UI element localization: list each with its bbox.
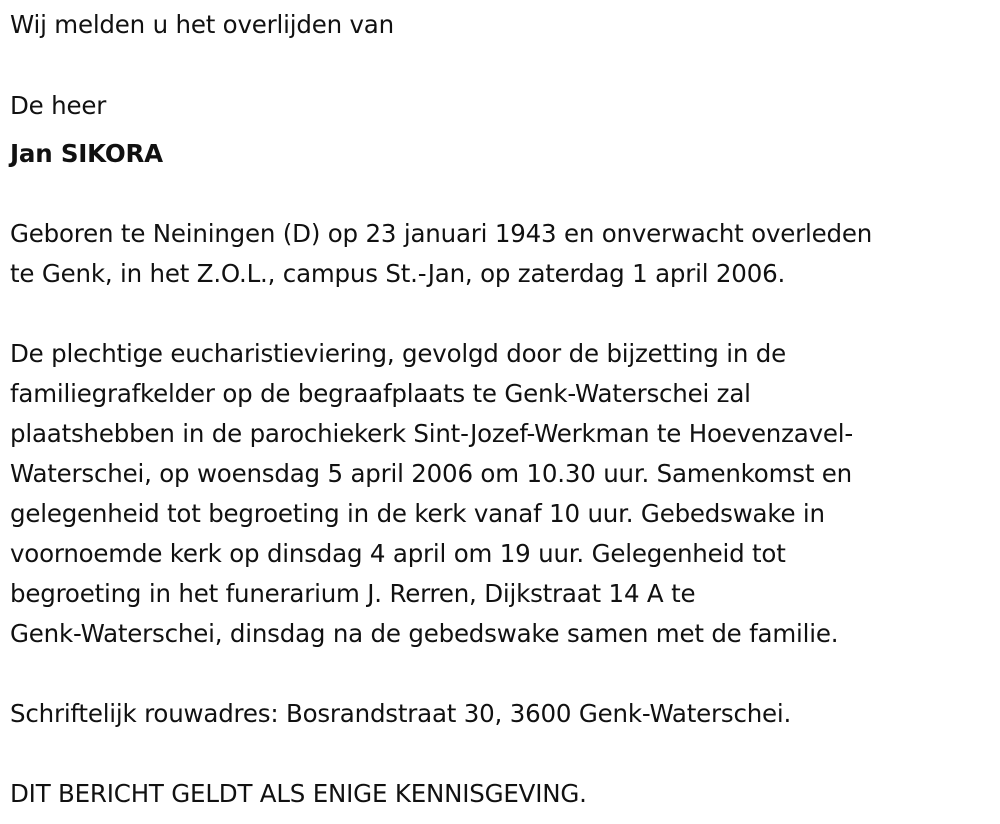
closing-statement: DIT BERICHT GELDT ALS ENIGE KENNISGEVING.	[10, 779, 587, 808]
paragraph-line: familiegrafkelder op de begraafplaats te Genk-Waterschei zal	[10, 379, 751, 408]
mourning-address: Schriftelijk rouwadres: Bosrandstraat 30, 3600 Genk-Waterschei.	[10, 699, 792, 728]
paragraph-line: te Genk, in het Z.O.L., campus St.-Jan, op zaterdag 1 april 2006.	[10, 259, 786, 288]
paragraph-line: begroeting in het funerarium J. Rerren, Dijkstraat 14 A te	[10, 579, 696, 608]
paragraph-line: Genk-Waterschei, dinsdag na de gebedswake samen met de familie.	[10, 619, 839, 648]
paragraph-line: gelegenheid tot begroeting in de kerk vanaf 10 uur. Gebedswake in	[10, 499, 825, 528]
paragraph-line: Waterschei, op woensdag 5 april 2006 om 10.30 uur. Samenkomst en	[10, 459, 853, 488]
paragraph-line: Geboren te Neiningen (D) op 23 januari 1943 en onverwacht overleden	[10, 219, 873, 248]
salutation: De heer	[10, 91, 107, 120]
intro-text: Wij melden u het overlijden van	[10, 10, 394, 39]
paragraph-line: voornoemde kerk op dinsdag 4 april om 19 uur. Gelegenheid tot	[10, 539, 786, 568]
paragraph-line: De plechtige eucharistieviering, gevolgd door de bijzetting in de	[10, 339, 786, 368]
deceased-name: Jan SIKORA	[10, 139, 163, 168]
paragraph-line: plaatshebben in de parochiekerk Sint-Jozef-Werkman te Hoevenzavel-	[10, 419, 854, 448]
